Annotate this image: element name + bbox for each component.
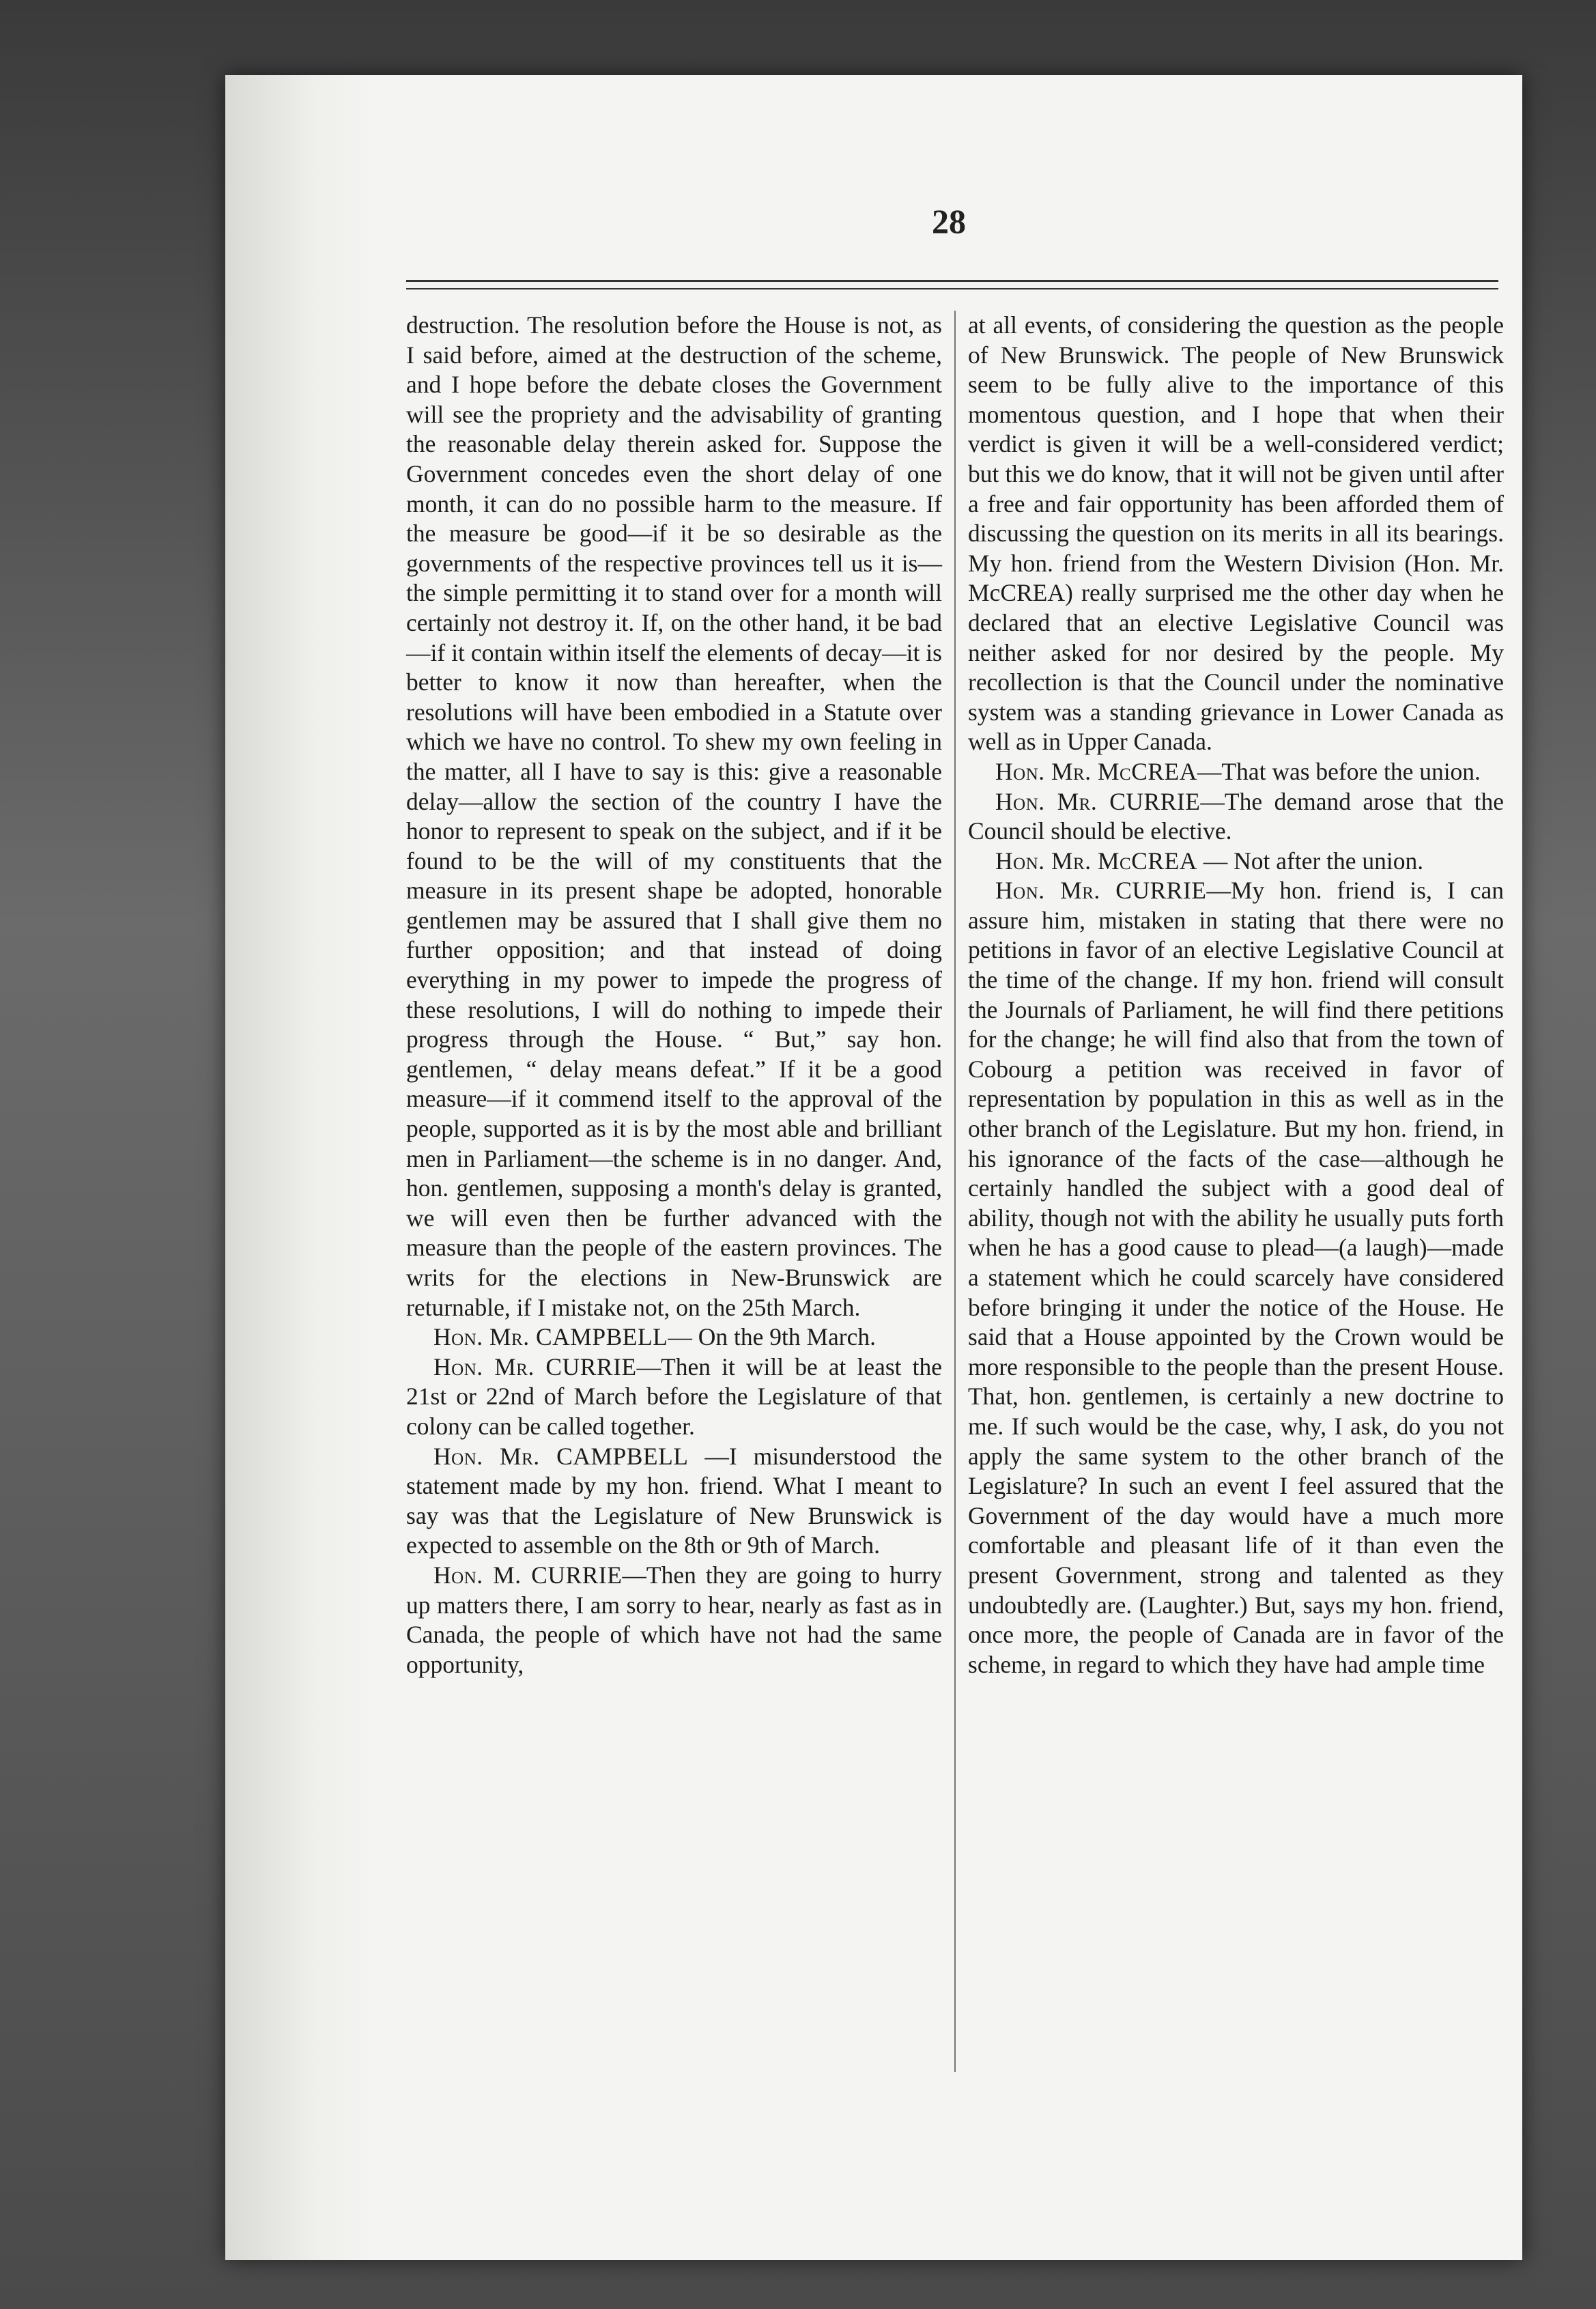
paragraph	[406, 1442, 942, 1561]
document-page	[225, 75, 1522, 2260]
paragraph-text: —That was before the union.	[1197, 757, 1481, 785]
speaker-name: Hon. Mr. CURRIE	[433, 1352, 637, 1380]
speaker-name: Hon. Mr. CURRIE	[995, 877, 1207, 905]
paragraph	[406, 1561, 942, 1680]
left-column	[406, 311, 942, 1680]
paragraph-text: —The demand arose that the Council should be elective.	[968, 787, 1504, 845]
paragraph	[968, 876, 1504, 1680]
header-rule	[406, 280, 1498, 282]
paragraph	[968, 787, 1504, 847]
speaker-name: Hon. Mr. CAMPBELL	[433, 1442, 689, 1470]
paragraph-text: destruction. The resolution before the House is not, as I said before, aimed at the destruction of the scheme, and I hope before the debate closes the Government will see the propriety and the advisability of granting the reasonable delay therein asked for. Suppose the Government concedes even the short delay of one month, it can do no possible harm to the measure. If the measure be good—if it be so desirable as the governments of the respective provinces tell us it is—the simple permitting it to stand over for a month will certainly not destroy it. If, on the other hand, it be bad—if it contain within itself the elements of decay—it is better to know it now than hereafter, when the resolutions will have been embodied in a Statute over which we have no control. To shew my own feeling in the matter, all I have to say is this: give a reasonable delay—allow the section of the country I have the honor to represent to speak on the subject, and if it be found to be the will of my constituents that the measure in its present shape be adopted, honorable gentlemen may be assured that I shall give them no further opposition; and that instead of doing everything in my power to impede the progress of these resolutions, I will do nothing to impede their progress through the House. “ But,” say hon. gentlemen, “ delay means defeat.” If it be a good measure—if it commend itself to the approval of the people, supported as it is by the most able and brilliant men in Parliament—the scheme is in no danger. And, hon. gentlemen, supposing a month's delay is granted, we will even then be further advanced with the measure than the people of the eastern provinces. The writs for the elections in New-Brunswick are returnable, if I mistake not, on the 25th March.	[406, 311, 942, 1321]
page-number: 28	[932, 202, 966, 240]
speaker-name: Hon. M. CURRIE	[433, 1561, 623, 1589]
paragraph-text: —Then they are going to hurry up matters there, I am sorry to hear, nearly as fast as in Canada, the people of which have not had the same opportunity,	[406, 1561, 943, 1678]
paragraph	[968, 847, 1504, 877]
paragraph	[406, 311, 942, 1322]
paragraph-text: —I misunderstood the statement made by my hon. friend. What I meant to say was that the Legislature of New Brunswick is expected to assemble on the 8th or 9th of March.	[406, 1442, 943, 1559]
paragraph-text: —Then it will be at least the 21st or 22nd of March before the Legislature of that colony can be called together.	[406, 1352, 942, 1440]
speaker-name: Hon. Mr. McCREA	[995, 847, 1197, 875]
header-rule-thin	[406, 288, 1498, 289]
paragraph-text: — On the 9th March.	[668, 1323, 876, 1351]
paragraph-text: —My hon. friend is, I can assure him, mistaken in stating that there were no petitions in favor of an elective Legislative Council at the time of the change. If my hon. friend will consult the Journals of Parliament, he will find there petitions for the change; he will find also that from the town of Cobourg a petition was received in favor of representation by population in this as well as in the other branch of the Legislature. But my hon. friend, in his ignorance of the facts of the case—although he certainly handled the subject with a good deal of ability, though not with the ability he usually puts forth when he has a good cause to plead—(a laugh)—made a statement which he could scarcely have considered before bringing it under the notice of the House. He said that a House appointed by the Crown would be more responsible to the people than the present House. That, hon. gentlemen, is certainly a new doctrine to me. If such would be the case, why, I ask, do you not apply the same system to the other branch of the Legislature? In such an event I feel assured that the Government of the day would have a much more comfortable and pleasant life of it than even the present Government, strong and talented as they undoubtedly are. (Laughter.) But, says my hon. friend, once more, the people of Canada are in favor of the scheme, in regard to which they have had ample time	[968, 877, 1504, 1678]
paragraph	[406, 1322, 942, 1352]
paragraph	[968, 757, 1504, 787]
speaker-name: Hon. Mr. McCREA	[995, 757, 1197, 785]
speaker-name: Hon. Mr. CURRIE	[995, 787, 1201, 815]
paragraph-text: — Not after the union.	[1197, 847, 1424, 875]
paragraph-text: at all events, of considering the question as the people of New Brunswick. The people of New Brunswick seem to be fully alive to the importance of this momentous question, and I hope that when their verdict is given it will be a well-considered verdict; but this we do know, that it will not be given until after a free and fair opportunity has been afforded them of discussing the question on its merits in all its bearings. My hon. friend from the Western Division (Hon. Mr. McCREA) really surprised me the other day when he declared that an elective Legislative Council was neither asked for nor desired by the people. My recollection is that the Council under the nominative system was a standing grievance in Lower Canada as well as in Upper Canada.	[968, 311, 1504, 756]
column-divider	[954, 311, 956, 2072]
page-content	[396, 75, 1502, 2260]
right-column	[968, 311, 1504, 1680]
speaker-name: Hon. Mr. CAMPBELL	[433, 1323, 668, 1351]
paragraph	[406, 1352, 942, 1442]
page-gutter	[225, 75, 375, 2260]
paragraph	[968, 311, 1504, 757]
